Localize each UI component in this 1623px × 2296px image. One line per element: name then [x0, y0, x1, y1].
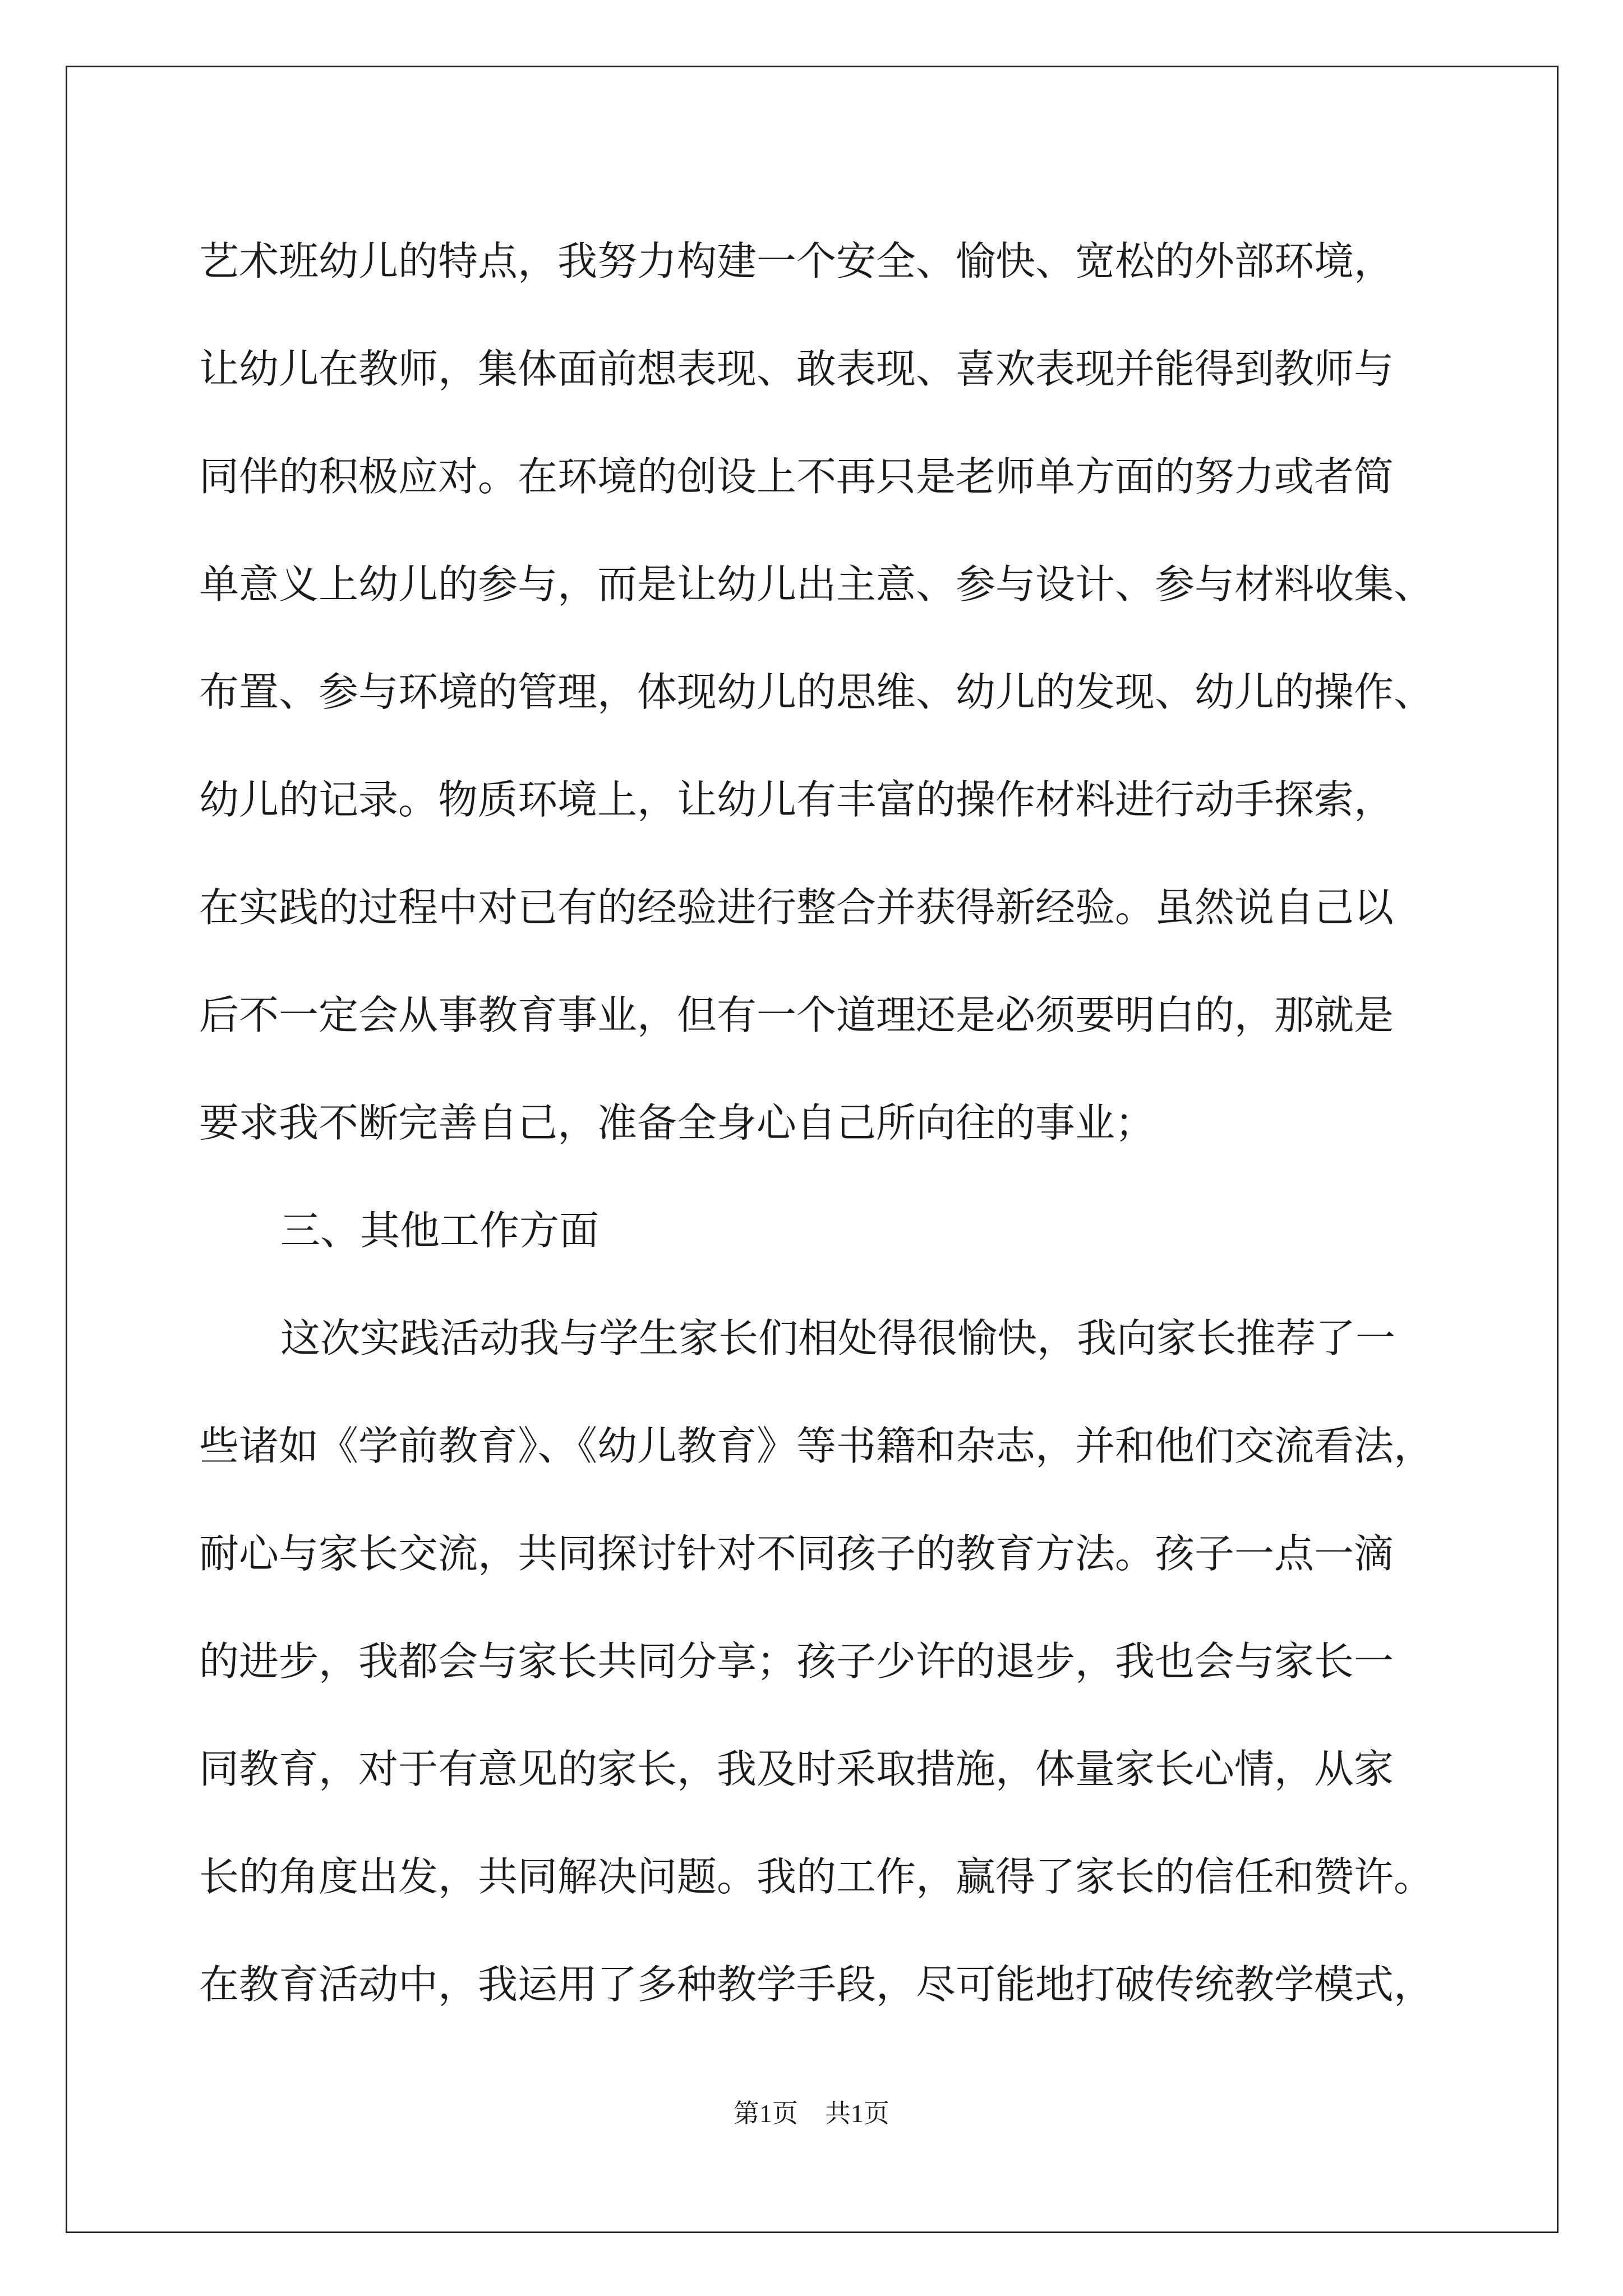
- paragraph-line: 单意义上幼儿的参与，而是让幼儿出主意、参与设计、参与材料收集、: [199, 561, 1434, 608]
- paragraph-line: 幼儿的记录。物质环境上，让幼儿有丰富的操作材料进行动手探索，: [199, 776, 1394, 823]
- paragraph-line: 后不一定会从事教育事业，但有一个道理还是必须要明白的，那就是: [199, 992, 1394, 1038]
- paragraph-line: 在实践的过程中对已有的经验进行整合并获得新经验。虽然说自己以: [199, 884, 1394, 931]
- paragraph-line: 些诸如《学前教育》、《幼儿教育》等书籍和杂志，并和他们交流看法，: [199, 1423, 1434, 1469]
- paragraph-line: 同伴的积极应对。在环境的创设上不再只是老师单方面的努力或者简: [199, 453, 1394, 500]
- page-total: 共1页: [825, 2099, 889, 2128]
- paragraph-line: 要求我不断完善自己，准备全身心自己所向往的事业；: [199, 1099, 1155, 1146]
- paragraph-line: 艺术班幼儿的特点，我努力构建一个安全、愉快、宽松的外部环境，: [199, 238, 1394, 284]
- document-body: [199, 208, 1467, 2039]
- paragraph-line: 这次实践活动我与学生家长们相处得很愉快，我向家长推荐了一: [280, 1315, 1396, 1361]
- page-footer: [0, 2097, 1623, 2131]
- paragraph-line: 让幼儿在教师，集体面前想表现、敢表现、喜欢表现并能得到教师与: [199, 346, 1394, 392]
- paragraph-line: 在教育活动中，我运用了多种教学手段，尽可能地打破传统教学模式，: [199, 1961, 1434, 2008]
- paragraph-line: 同教育，对于有意见的家长，我及时采取措施，体量家长心情，从家: [199, 1746, 1394, 1792]
- page-number: 第1页: [734, 2099, 798, 2128]
- paragraph-line: 的进步，我都会与家长共同分享；孩子少许的退步，我也会与家长一: [199, 1638, 1394, 1685]
- paragraph-line: 耐心与家长交流，共同探讨针对不同孩子的教育方法。孩子一点一滴: [199, 1530, 1394, 1577]
- paragraph-line: 长的角度出发，共同解决问题。我的工作，赢得了家长的信任和赞许。: [199, 1853, 1434, 1900]
- paragraph-line: 布置、参与环境的管理，体现幼儿的思维、幼儿的发现、幼儿的操作、: [199, 669, 1434, 715]
- section-heading: 三、其他工作方面: [280, 1207, 600, 1254]
